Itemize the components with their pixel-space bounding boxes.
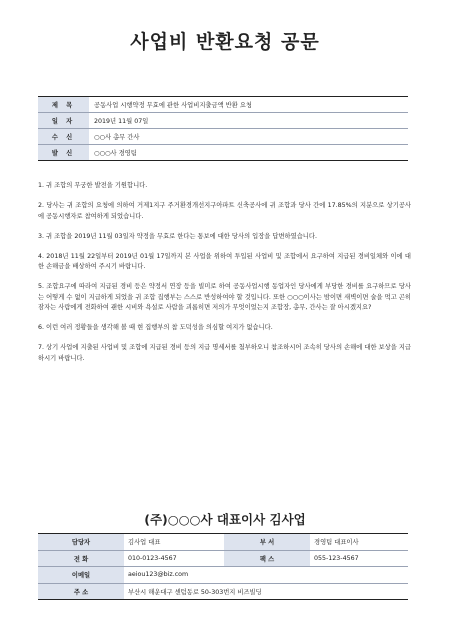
dept-label: 부 서 [224,534,310,551]
fax-label: 팩 스 [224,550,310,567]
dept-value: 경영팀 대표이사 [310,534,408,551]
phone-label: 전 화 [38,550,124,567]
recipient-label: 수 신 [38,129,89,145]
manager-label: 담당자 [38,534,124,551]
date-value: 2019년 11월 07일 [89,113,408,129]
body-paragraph: 1. 귀 조합의 무궁한 발전을 기원합니다. [38,182,148,189]
body-paragraph: 5. 조합요구에 따라여 지급된 경비 등은 약정서 연장 등을 빌미로 하여 공동사업시행 동업자인 당사에게 부당한 경비를 요구하므로 당사는 어떻게 수 없이 지급하게 되었을 귀 조합 집행부는 스스로 반성하여야 할 것입니다. 또한 ○○○이사는 밤이면 새벽이면 술을 먹고 곤히 잠자는 사람에게 전화하여 괜한 시비와 욕설로 사람을 괴롭히면 저의가 무엇이었는지 조합장, 총무, 간사는 잘 아시겠지요? [38,283,411,311]
recipient-value: ○○사 총무 간사 [89,129,408,145]
header-table [38,96,408,161]
contact-row [38,534,408,551]
body-paragraph: 3. 귀 조합을 2019년 11월 03일자 약정을 무효로 한다는 통보에 대한 당사의 입장을 답변하였습니다. [38,232,317,240]
header-row-date [38,113,408,129]
body-paragraph: 2. 당사는 귀 조합의 요청에 의하여 거제1지구 주거환경개선지구아파트 신축공사에 귀 조합과 당사 간에 17.85%의 지분으로 상기공사에 공동시행자로 참여하게 되었습니다. [38,202,411,220]
body-paragraph: 7. 상기 사업에 지출된 사업비 및 조합에 지급된 경비 등의 지급 명세서를 첨부하오니 참조하시어 조속히 당사의 손해에 대한 보상을 지급하시기 바랍니다. [38,344,411,362]
sender-label: 발 신 [38,145,89,161]
subject-label: 제 목 [38,97,89,113]
contact-table [38,533,408,600]
date-label: 일 자 [38,113,89,129]
document-body [38,181,411,374]
header-row-sender [38,145,408,161]
address-value: 부산시 해운대구 센텀동로 50-303번지 비즈빌딩 [128,588,262,596]
contact-row [38,550,408,567]
body-paragraph: 6. 이런 여러 정황들을 생각해 볼 때 현 집행부의 참 도덕성을 의심할 여지가 없습니다. [38,324,273,331]
address-label: 주 소 [38,583,124,600]
contact-row [38,583,408,600]
header-row-subject [38,97,408,113]
contact-row [38,567,408,584]
phone-value: 010-0123-4567 [124,550,224,567]
fax-value: 055-123-4567 [310,550,408,567]
manager-value: 김사업 대표 [124,534,224,551]
sender-value: ○○○사 경영팀 [94,150,137,157]
document-title: 사업비 반환요청 공문 [130,31,320,53]
header-row-recipient [38,129,408,145]
body-paragraph: 4. 2018년 11월 22일부터 2019년 01월 17일까지 본 사업을 위하여 투입된 사업비 및 조합에서 요구하여 지급된 경비일체와 이에 대한 손해금을 배상하여 주시기 바랍니다. [38,252,411,270]
email-value: aeiou123@biz.com [124,567,408,584]
subject-value: 공동사업 시행약정 무효에 관한 사업비지출금액 반환 요청 [89,97,408,113]
signature-line: (주)○○○사 대표이사 김사업 [144,512,306,527]
email-label: 이메일 [38,567,124,584]
